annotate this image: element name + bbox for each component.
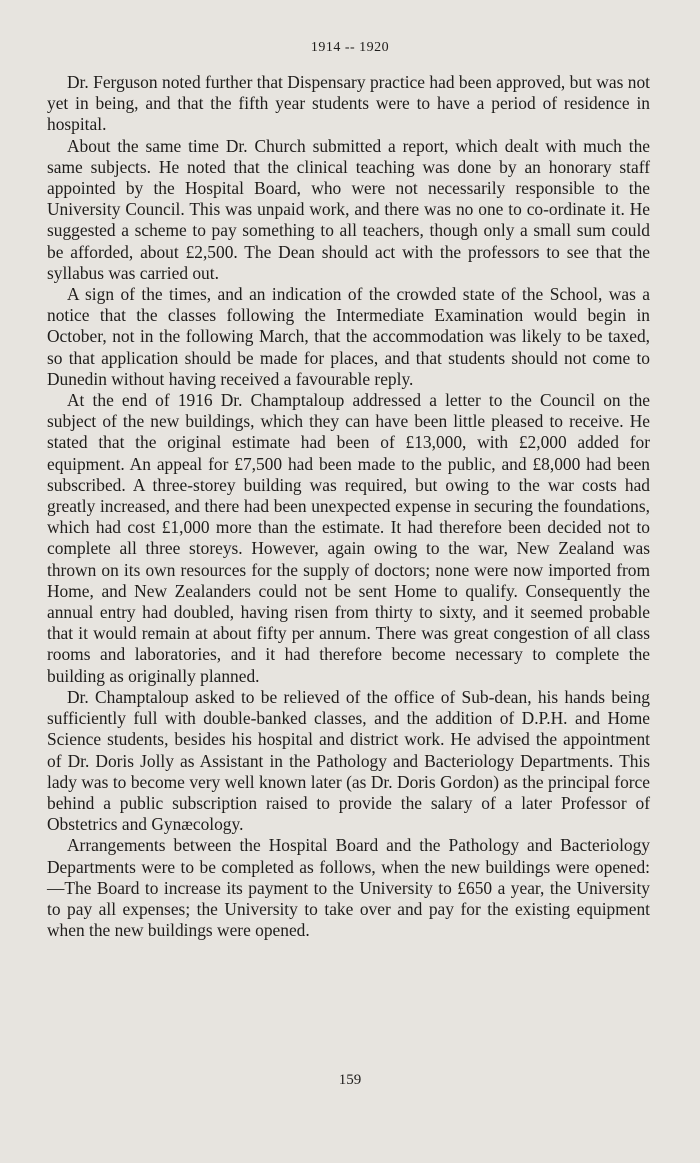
page-number: 159	[338, 1072, 362, 1088]
running-head: 1914 -- 1920	[310, 40, 390, 55]
paragraph-sub-dean: Dr. Champtaloup asked to be relieved of the office of Sub-dean, his hands being sufficiently full with double-banked classes, and the addition of D.P.H. and Home Science students, besides his hospital and district work. He advised the appointment of Dr. Doris Jolly as Assistant in the Pathology and Bacteriology Departments. This lady was to become very well known later (as Dr. Doris Gordon) as the principal force behind a public subscription raised to provide the salary of a later Professor of Obstetrics and Gynæcology.	[47, 686, 650, 835]
paragraph-dispensary: Dr. Ferguson noted further that Dispensary practice had been approved, but was not yet in being, and that the fifth year students were to have a period of residence in hospital.	[47, 72, 650, 135]
body-text	[47, 72, 650, 941]
paragraph-new-buildings: At the end of 1916 Dr. Champtaloup addressed a letter to the Council on the subject of the new buildings, which they can have been little pleased to receive. He stated that the original estimate had been of £13,000, with £2,000 added for equipment. An appeal for £7,500 had been made to the public, and £8,000 had been subscribed. A three-storey building was required, but owing to the war costs had greatly increased, and there had been unexpected expense in securing the foundations, which had cost £1,000 more than the estimate. It had therefore been decided not to complete all three storeys. However, again owing to the war, New Zealand was thrown on its own resources for the supply of doctors; none were now imported from Home, and New Zealanders could not be sent Home to qualify. Consequently the annual entry had doubled, having risen from thirty to sixty, and it seemed probable that it would remain at about fifty per annum. There was great congestion of all class rooms and laboratories, and it had therefore become necessary to complete the building as originally planned.	[47, 390, 650, 686]
paragraph-sign-of-times: A sign of the times, and an indication of the crowded state of the School, was a notice that the classes following the Intermediate Examination would begin in October, not in the following March, that the accommodation was likely to be taxed, so that application should be made for places, and that students should not come to Dunedin without having received a favourable reply.	[47, 284, 650, 389]
paragraph-arrangements: Arrangements between the Hospital Board and the Pathology and Bacteriology Departments were to be completed as follows, when the new buildings were opened:—The Board to increase its payment to the University to £650 a year, the University to pay all expenses; the University to take over and pay for the existing equipment when the new buildings were opened.	[47, 835, 650, 941]
paragraph-church-report: About the same time Dr. Church submitted a report, which dealt with much the same subjects. He noted that the clinical teaching was done by an honorary staff appointed by the Hospital Board, who were not necessarily responsible to the University Council. This was unpaid work, and there was no one to co-ordinate it. He suggested a scheme to pay something to all teachers, though only a small sum could be afforded, about £2,500. The Dean should act with the professors to see that the syllabus was carried out.	[47, 135, 650, 283]
